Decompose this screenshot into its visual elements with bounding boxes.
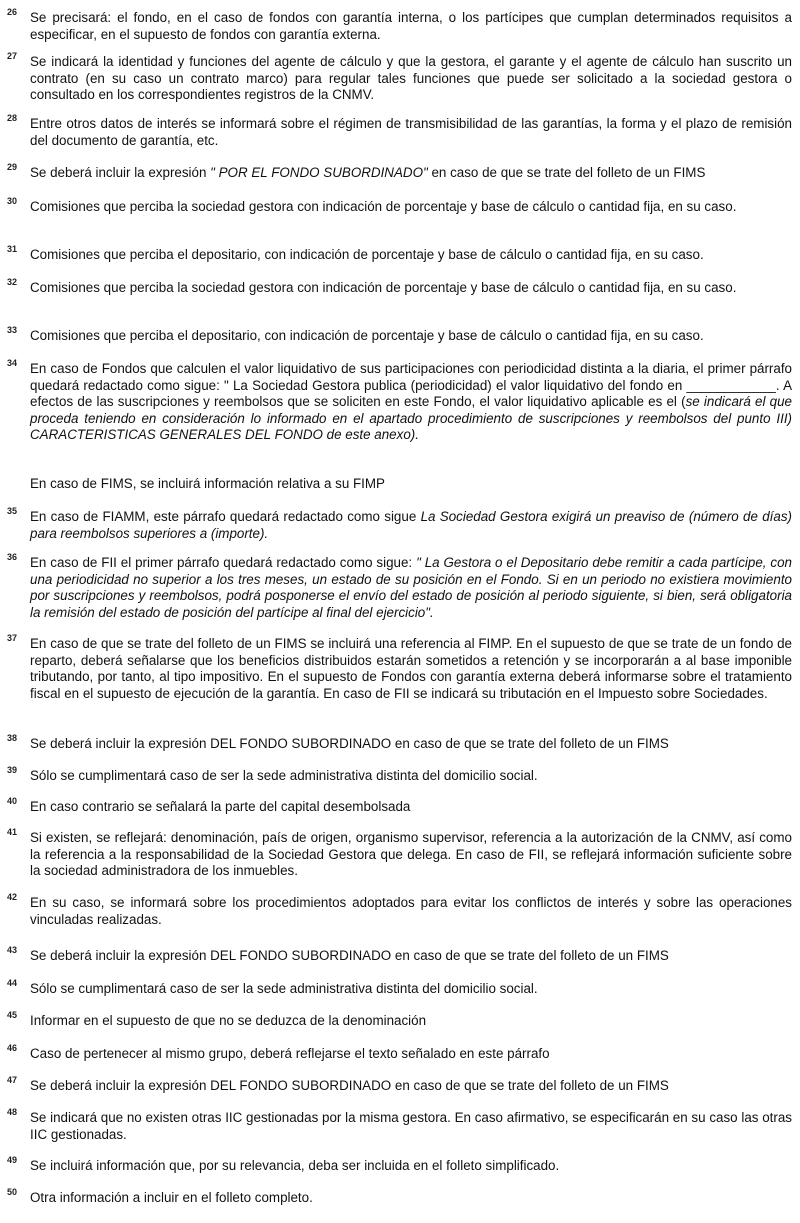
footnote-text	[30, 54, 792, 104]
footnote-text-run: En caso de FIMS, se incluirá información relativa a su FIMP	[30, 476, 385, 491]
footnote-number: 46	[7, 1043, 18, 1053]
footnote-text	[30, 509, 792, 542]
footnote-number: 30	[7, 196, 18, 206]
footnote-text	[30, 1158, 792, 1175]
footnote-number: 45	[7, 1010, 18, 1020]
footnote-text	[30, 636, 792, 702]
footnote-text	[30, 476, 792, 493]
footnote-text-run: Si existen, se reflejará: denominación, país de origen, organismo supervisor, referencia a la autorización de la CNMV, así como la referencia a la responsabilidad de la Sociedad Gestora que delega. En caso de FII, se reflejará información suficiente sobre la sociedad administradora de los inmuebles.	[30, 830, 792, 879]
footnote-text-run: En caso de FIAMM, este párrafo quedará redactado como sigue	[30, 509, 421, 524]
footnote-text-run: Se indicará que no existen otras IIC gestionadas por la misma gestora. En caso afirmativo, se especificarán en su caso las otras IIC gestionadas.	[30, 1110, 792, 1142]
footnote-text-run: Comisiones que perciba la sociedad gestora con indicación de porcentaje y base de cálculo o cantidad fija, en su caso.	[30, 280, 737, 295]
footnote-text-run: se indicará el que proceda teniendo en consideración lo informado en el apartado procedimiento de suscripciones y reembolsos del punto III) CARACTERISTICAS GENERALES DEL FONDO de este anexo).	[30, 394, 792, 443]
footnote-text-run: Caso de pertenecer al mismo grupo, deberá reflejarse el texto señalado en este párrafo	[30, 1046, 550, 1061]
footnote-text	[30, 1190, 792, 1207]
footnote-text-run: Se deberá incluir la expresión DEL FONDO SUBORDINADO en caso de que se trate del folleto de un FIMS	[30, 736, 669, 751]
footnote-text	[30, 736, 792, 753]
footnote-text	[30, 280, 792, 297]
footnote-text	[30, 1013, 792, 1030]
footnote-text-run: Entre otros datos de interés se informará sobre el régimen de transmisibilidad de las garantías, la forma y el plazo de remisión del documento de garantía, etc.	[30, 116, 792, 148]
footnote-number: 47	[7, 1075, 18, 1085]
footnote-text	[30, 1078, 792, 1095]
footnote-text	[30, 199, 792, 216]
footnote-text-run: Comisiones que perciba el depositario, con indicación de porcentaje y base de cálculo o cantidad fija, en su caso.	[30, 247, 704, 262]
footnote-text	[30, 948, 792, 965]
footnote-text-run: en caso de que se trate del folleto de un FIMS	[427, 165, 706, 180]
footnote-text-run: Comisiones que perciba la sociedad gestora con indicación de porcentaje y base de cálculo o cantidad fija, en su caso.	[30, 199, 737, 214]
footnote-text-run: Se incluirá información que, por su relevancia, deba ser incluida en el folleto simplificado.	[30, 1158, 560, 1173]
footnote-text-run: Sólo se cumplimentará caso de ser la sede administrativa distinta del domicilio social.	[30, 768, 538, 783]
footnote-number: 38	[7, 733, 18, 743]
footnote-text	[30, 981, 792, 998]
footnote-number: 40	[7, 796, 18, 806]
footnote-text-run: La Sociedad Gestora exigirá un preaviso de (número de días) para reembolsos superiores a (importe).	[30, 509, 792, 541]
footnote-text	[30, 555, 792, 621]
footnote-text-run: Se deberá incluir la expresión	[30, 165, 211, 180]
footnote-text	[30, 830, 792, 880]
footnote-text-run: En caso de que se trate del folleto de un FIMS se incluirá una referencia al FIMP. En el supuesto de que se trate de un fondo de reparto, deberá señalarse que los beneficios distribuidos estarán sometidos a retención y se incorporarán a al base imponible tributando, por tanto, al tipo impositivo. En el supuesto de Fondos con garantía externa deberá informarse sobre el tratamiento fiscal en el supuesto de ejecución de la garantía. En caso de FII se indicará su tributación en el Impuesto sobre Sociedades.	[30, 636, 792, 701]
footnote-text-run: Se deberá incluir la expresión DEL FONDO SUBORDINADO en caso de que se trate del folleto de un FIMS	[30, 1078, 669, 1093]
footnote-number: 31	[7, 244, 18, 254]
footnote-text-run: En caso de FII el primer párrafo quedará redactado como sigue:	[30, 555, 417, 570]
footnote-number: 26	[7, 7, 18, 17]
footnote-text	[30, 328, 792, 345]
footnote-text	[30, 768, 792, 785]
footnote-text-run: Informar en el supuesto de que no se deduzca de la denominación	[30, 1013, 427, 1028]
footnote-text-run: Comisiones que perciba el depositario, con indicación de porcentaje y base de cálculo o cantidad fija, en su caso.	[30, 328, 704, 343]
footnote-number: 36	[7, 552, 18, 562]
footnote-text-run: En caso de Fondos que calculen el valor liquidativo de sus participaciones con periodicidad distinta a la diaria, el primer párrafo quedará redactado como sigue: " La Sociedad Gestora publica (periodicidad) el valor liquidativo del fondo en ____________. A efectos de las suscripciones y reembolsos que se soliciten en este Fondo, el valor liquidativo aplicable es el (	[30, 361, 792, 410]
footnote-text	[30, 1046, 792, 1063]
footnote-text-run: Se precisará: el fondo, en el caso de fondos con garantía interna, o los partícipes que cumplan determinados requisitos a especificar, en el supuesto de fondos con garantía externa.	[30, 10, 792, 42]
footnote-number: 44	[7, 978, 18, 988]
footnote-number: 28	[7, 113, 18, 123]
footnote-number: 50	[7, 1187, 18, 1197]
footnote-text	[30, 799, 792, 816]
footnote-text	[30, 10, 792, 43]
footnote-number: 42	[7, 892, 18, 902]
footnote-text	[30, 361, 792, 444]
footnote-number: 35	[7, 506, 18, 516]
footnote-text	[30, 116, 792, 149]
footnote-text-run: Se deberá incluir la expresión DEL FONDO SUBORDINADO en caso de que se trate del folleto de un FIMS	[30, 948, 669, 963]
footnote-text-run: Se indicará la identidad y funciones del agente de cálculo y que la gestora, el garante y el agente de cálculo han suscrito un contrato (en su caso un contrato marco) para regular tales funciones que puede ser solicitado a la sociedad gestora o consultado en los correspondientes registros de la CNMV.	[30, 54, 792, 103]
footnote-text-run: En su caso, se informará sobre los procedimientos adoptados para evitar los conflictos de interés y sobre las operaciones vinculadas realizadas.	[30, 895, 792, 927]
footnote-text-run: En caso contrario se señalará la parte del capital desembolsada	[30, 799, 411, 814]
footnote-text	[30, 247, 792, 264]
footnote-number: 27	[7, 51, 18, 61]
footnote-number: 41	[7, 827, 18, 837]
footnote-text	[30, 895, 792, 928]
footnote-text-run: " POR EL FONDO SUBORDINADO"	[210, 165, 428, 180]
footnote-number: 48	[7, 1107, 18, 1117]
footnote-number: 34	[7, 358, 18, 368]
footnote-text	[30, 165, 792, 182]
footnote-number: 29	[7, 162, 18, 172]
footnote-text-run: Otra información a incluir en el folleto completo.	[30, 1190, 313, 1205]
footnote-number: 39	[7, 765, 18, 775]
footnote-text	[30, 1110, 792, 1143]
footnote-number: 49	[7, 1155, 18, 1165]
footnote-number: 32	[7, 277, 18, 287]
footnote-number: 43	[7, 945, 18, 955]
footnote-number: 37	[7, 633, 18, 643]
footnote-text-run: Sólo se cumplimentará caso de ser la sede administrativa distinta del domicilio social.	[30, 981, 538, 996]
footnote-number: 33	[7, 325, 18, 335]
footnote-text-run: " La Gestora o el Depositario debe remitir a cada partícipe, con una periodicidad no superior a los tres meses, un estado de su posición en el Fondo. Si en un periodo no existiera movimiento por suscripciones y reembolsos, podrá posponerse el envío del estado de posición al periodo siguiente, si bien, será obligatoria la remisión del estado de posición del partícipe al final del ejercicio".	[30, 555, 792, 620]
